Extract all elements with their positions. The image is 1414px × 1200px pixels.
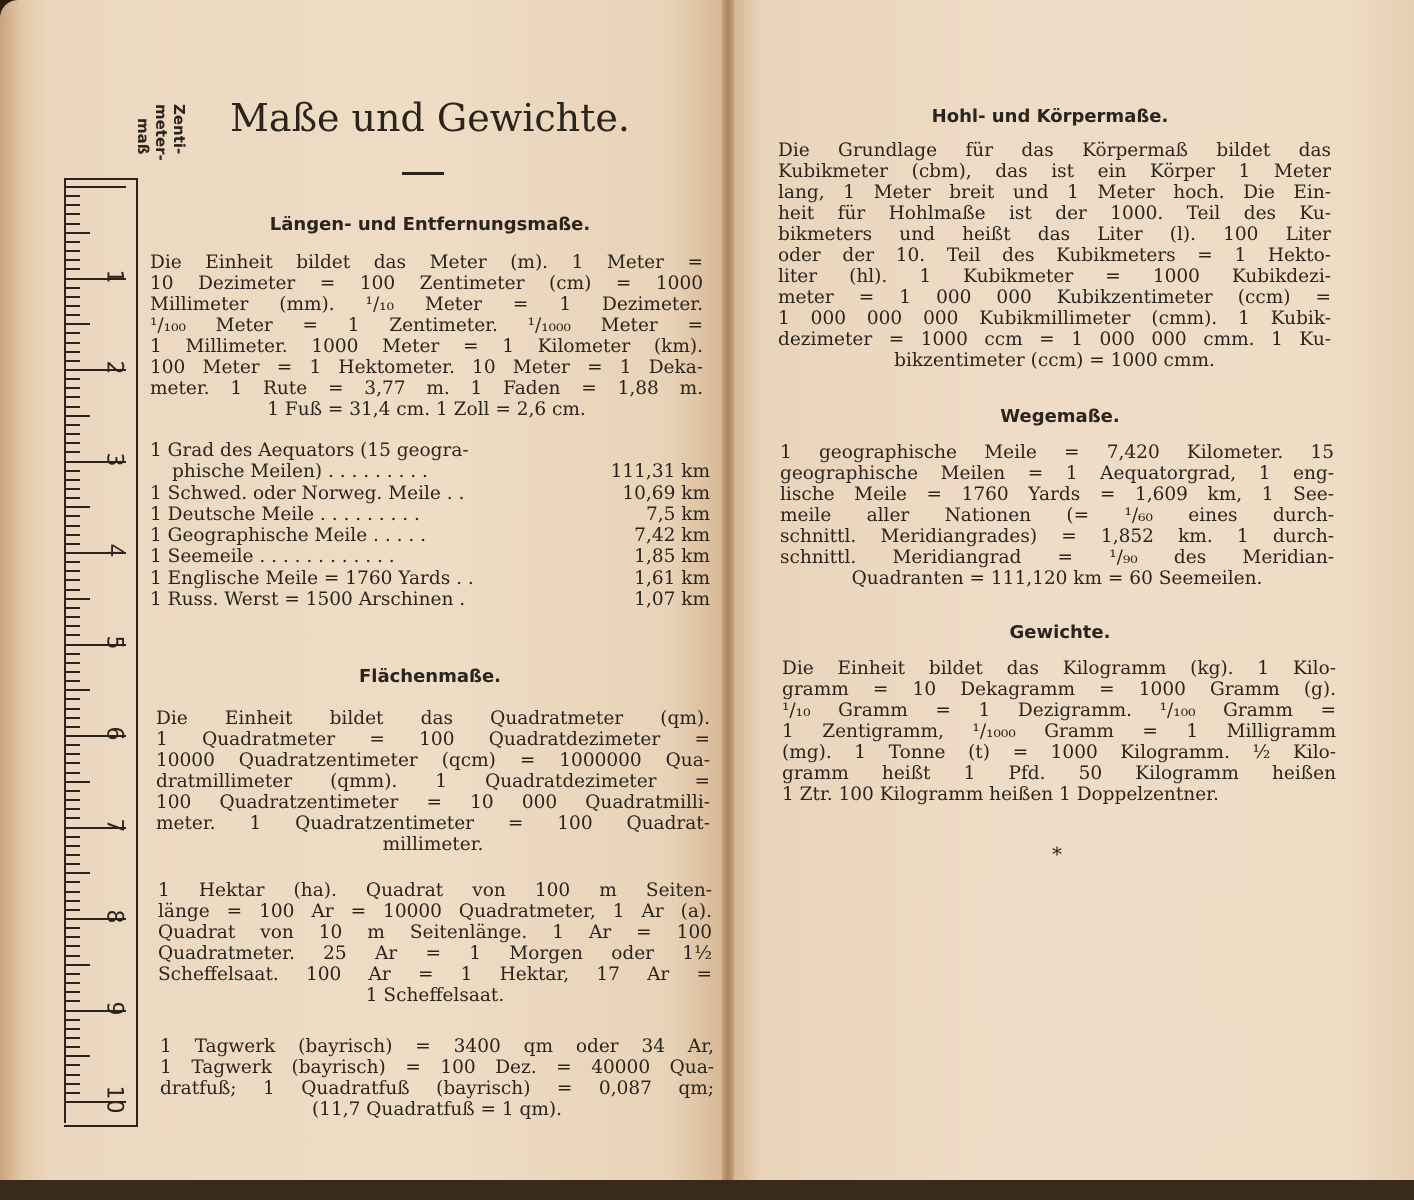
ruler-tick <box>64 424 80 426</box>
text-line: Kubikmeter (cbm), das ist ein Körper 1 Meter <box>778 161 1331 182</box>
text-line: (11,7 Quadratfuß = 1 qm). <box>311 1099 563 1120</box>
ruler-tick <box>64 570 80 572</box>
ruler-tick <box>64 845 80 847</box>
ruler-tick <box>64 790 80 792</box>
text-line: gramm = 10 Dekagramm = 1000 Gramm (g). <box>782 679 1336 700</box>
ruler-tick <box>64 781 90 783</box>
text-line: 1 Tagwerk (bayrisch) = 100 Dez. = 40000 Qua- <box>160 1057 714 1078</box>
ruler-tick <box>64 488 80 490</box>
text-line: 100 Quadratzentimeter = 10 000 Quadratmilli- <box>156 792 710 813</box>
ruler-tick <box>64 223 80 225</box>
ruler-tick <box>64 259 80 261</box>
row-label: 1 Schwed. oder Norweg. Meile . . <box>150 482 465 504</box>
ruler-tick <box>64 268 80 270</box>
ruler-tick <box>64 726 80 728</box>
table-row <box>150 568 710 589</box>
ruler-tick <box>64 543 80 545</box>
ruler-tick <box>64 698 80 700</box>
text-line: oder der 10. Teil des Kubikmeters = 1 Hekto- <box>778 245 1331 266</box>
text-line: Scheffelsaat. 100 Ar = 1 Hektar, 17 Ar = <box>158 964 712 985</box>
ruler-tick <box>64 451 80 453</box>
wege-paragraph <box>780 442 1334 589</box>
ruler-tick <box>64 753 80 755</box>
ruler-tick <box>64 717 80 719</box>
ruler-tick <box>64 1064 80 1066</box>
row-label: 1 Geographische Meile . . . . . <box>150 525 426 547</box>
row-label: 1 Russ. Werst = 1500 Arschinen . <box>150 589 466 611</box>
text-line: 1 Tagwerk (bayrisch) = 3400 qm oder 34 Ar, <box>160 1036 714 1057</box>
ruler-tick <box>64 1074 80 1076</box>
heading-flaechen: Flächenmaße. <box>358 666 501 687</box>
text-line: länge = 100 Ar = 10000 Quadratmeter, 1 Ar (a). <box>158 901 712 922</box>
ruler-tick <box>64 671 80 673</box>
row-label: 1 Seemeile . . . . . . . . . . . . <box>150 546 395 568</box>
heading-wege: Wegemaße. <box>1000 406 1120 427</box>
text-line: Quadranten = 111,120 km = 60 Seemeilen. <box>851 568 1263 589</box>
ruler-tick <box>64 799 80 801</box>
ruler-tick <box>64 195 80 197</box>
ruler-tick <box>64 1028 80 1030</box>
row-value: 1,85 km <box>634 546 710 568</box>
text-line: 1 Scheffelsaat. <box>365 985 505 1006</box>
ruler-number: 2 <box>101 360 127 375</box>
ruler-number: 1 <box>101 269 127 283</box>
end-ornament: * <box>1052 842 1062 866</box>
gewichte-paragraph <box>782 658 1336 805</box>
row-value: 10,69 km <box>622 482 710 504</box>
text-line: Quadratmeter. 25 Ar = 1 Morgen oder 1½ <box>158 943 712 964</box>
row-value: 111,31 km <box>610 461 710 483</box>
text-line: lang, 1 Meter breit und 1 Meter hoch. Die Ein- <box>778 182 1331 203</box>
text-line: (mg). 1 Tonne (t) = 1000 Kilogramm. ½ Kilo- <box>782 742 1336 763</box>
text-line: 1 Quadratmeter = 100 Quadratdezimeter = <box>156 729 710 750</box>
ruler-tick <box>64 1055 90 1057</box>
ruler-number: 8 <box>101 909 127 924</box>
table-row <box>150 440 710 461</box>
ruler-tick <box>64 936 80 938</box>
ruler-tick <box>64 982 80 984</box>
flaechen-paragraph-3 <box>160 1036 714 1120</box>
text-line: geographische Meilen = 1 Aequatorgrad, 1 eng- <box>780 463 1334 484</box>
ruler-tick <box>64 332 80 334</box>
ruler-tick <box>64 772 80 774</box>
row-value <box>598 440 710 461</box>
heading-hohl: Hohl- und Körpermaße. <box>931 106 1169 127</box>
text-line: Quadrat von 10 m Seitenlänge. 1 Ar = 100 <box>158 922 712 943</box>
ruler-tick <box>64 973 80 975</box>
ruler-tick <box>64 442 80 444</box>
row-label: phische Meilen) . . . . . . . . . <box>172 461 428 483</box>
ruler-tick <box>64 515 80 517</box>
row-value: 7,5 km <box>645 503 710 525</box>
book-bottom-edge <box>0 1180 1414 1200</box>
ruler-tick <box>64 250 80 252</box>
ruler-tick <box>64 1083 80 1085</box>
text-line: schnittl. Meridiangrad = ¹/₉₀ des Meridian- <box>780 547 1334 568</box>
ruler-tick <box>64 1000 80 1002</box>
hohl-paragraph <box>778 140 1331 371</box>
ruler-tick <box>64 1092 80 1094</box>
ruler-tick <box>64 213 80 215</box>
title-rule <box>402 172 444 175</box>
ruler-tick <box>64 909 80 911</box>
text-line: 1 Millimeter. 1000 Meter = 1 Kilometer (km). <box>150 336 703 357</box>
ruler-tick <box>64 186 126 188</box>
ruler-tick <box>64 287 80 289</box>
text-line: millimeter. <box>382 834 484 855</box>
text-line: 10000 Quadratzentimeter (qcm) = 1000000 Qua- <box>156 750 710 771</box>
ruler-tick <box>64 387 80 389</box>
ruler-tick <box>64 506 90 508</box>
ruler-tick <box>64 808 80 810</box>
ruler-tick <box>64 396 80 398</box>
ruler-tick <box>64 305 80 307</box>
ruler-tick <box>64 625 80 627</box>
text-line: 100 Meter = 1 Hektometer. 10 Meter = 1 Deka- <box>150 357 703 378</box>
text-line: ¹/₁₀ Gramm = 1 Dezigramm. ¹/₁₀₀ Gramm = <box>782 700 1336 721</box>
ruler-tick <box>64 891 80 893</box>
ruler-tick <box>64 836 80 838</box>
ruler-tick <box>64 360 80 362</box>
heading-laengen: Längen- und Entfernungsmaße. <box>269 214 591 235</box>
table-row <box>150 483 710 504</box>
table-row <box>150 589 710 610</box>
ruler-tick <box>64 296 80 298</box>
ruler-tick <box>64 634 80 636</box>
ruler-tick <box>64 406 80 408</box>
ruler-tick <box>64 241 80 243</box>
row-label: 1 Deutsche Meile . . . . . . . . . <box>150 503 420 525</box>
ruler-tick <box>64 653 80 655</box>
distance-table <box>150 440 710 610</box>
ruler-tick <box>64 708 80 710</box>
ruler-tick <box>64 854 80 856</box>
text-line: Die Grundlage für das Körpermaß bildet das <box>778 140 1331 161</box>
ruler-tick <box>64 433 80 435</box>
text-line: meter. 1 Quadratzentimeter = 100 Quadrat- <box>156 813 710 834</box>
ruler-number: 4 <box>101 543 127 558</box>
ruler-tick <box>64 232 90 234</box>
ruler-tick <box>64 680 80 682</box>
ruler-tick <box>64 927 80 929</box>
text-line: meile aller Nationen (= ¹/₆₀ eines durch- <box>780 505 1334 526</box>
ruler-caption-line-1: Zenti- <box>170 104 188 155</box>
text-line: Die Einheit bildet das Kilogramm (kg). 1 Kilo- <box>782 658 1336 679</box>
ruler-number: 5 <box>101 635 127 649</box>
ruler-tick <box>64 955 80 957</box>
text-line: liter (hl). 1 Kubikmeter = 1000 Kubikdezi- <box>778 266 1331 287</box>
text-line: 1 Hektar (ha). Quadrat von 100 m Seiten- <box>158 880 712 901</box>
row-value: 1,07 km <box>634 589 710 611</box>
text-line: dezimeter = 1000 ccm = 1 000 000 cmm. 1 Ku- <box>778 329 1331 350</box>
ruler-number: 3 <box>101 452 127 466</box>
laengen-paragraph <box>150 252 703 420</box>
text-line: 1 geographische Meile = 7,420 Kilometer. 15 <box>780 442 1334 463</box>
text-line: meter. 1 Rute = 3,77 m. 1 Faden = 1,88 m. <box>150 378 703 399</box>
ruler-tick <box>64 204 80 206</box>
ruler-number: 9 <box>101 1001 127 1015</box>
table-row <box>150 525 710 546</box>
ruler-tick <box>64 1037 80 1039</box>
ruler-tick <box>64 1046 80 1048</box>
text-line: heit für Hohlmaße ist der 1000. Teil des Ku- <box>778 203 1331 224</box>
page-title: Maße und Gewichte. <box>230 96 630 140</box>
text-line: 1 Fuß = 31,4 cm. 1 Zoll = 2,6 cm. <box>267 399 586 420</box>
row-value: 7,42 km <box>634 525 710 547</box>
ruler-tick <box>64 744 80 746</box>
table-row <box>150 461 710 482</box>
ruler-tick <box>64 314 80 316</box>
ruler-tick <box>64 872 90 874</box>
ruler-number: 7 <box>101 818 127 832</box>
ruler-number: 6 <box>101 726 127 741</box>
ruler-caption-line-2: meter- <box>152 104 170 161</box>
text-line: 1 Zentigramm, ¹/₁₀₀₀ Gramm = 1 Milligramm <box>782 721 1336 742</box>
ruler-tick <box>64 863 80 865</box>
text-line: Millimeter (mm). ¹/₁₀ Meter = 1 Dezimeter. <box>150 294 703 315</box>
ruler-tick <box>64 415 90 417</box>
flaechen-paragraph-1 <box>156 708 710 855</box>
ruler-tick <box>64 479 80 481</box>
ruler-tick <box>64 817 80 819</box>
ruler-tick <box>64 762 80 764</box>
text-line: meter = 1 000 000 Kubikzentimeter (ccm) = <box>778 287 1331 308</box>
ruler-tick <box>64 662 80 664</box>
text-line: lische Meile = 1760 Yards = 1,609 km, 1 See- <box>780 484 1334 505</box>
row-label: 1 Englische Meile = 1760 Yards . . <box>150 567 474 589</box>
text-line: 10 Dezimeter = 100 Zentimeter (cm) = 1000 <box>150 273 703 294</box>
table-row <box>150 504 710 525</box>
ruler-tick <box>64 881 80 883</box>
ruler-number: 10 <box>101 1085 127 1114</box>
ruler-tick <box>64 497 80 499</box>
ruler-tick <box>64 945 80 947</box>
row-label: 1 Grad des Aequators (15 geogra- <box>150 440 469 461</box>
ruler-tick <box>64 323 90 325</box>
ruler-tick <box>64 1019 80 1021</box>
ruler-tick <box>64 561 80 563</box>
text-line: gramm heißt 1 Pfd. 50 Kilogramm heißen <box>782 763 1336 784</box>
text-line: schnittl. Meridiangrades) = 1,852 km. 1 durch- <box>780 526 1334 547</box>
ruler-tick <box>64 991 80 993</box>
text-line: 1 000 000 000 Kubikmillimeter (cmm). 1 Kubik- <box>778 308 1331 329</box>
text-line: ¹/₁₀₀ Meter = 1 Zentimeter. ¹/₁₀₀₀ Meter = <box>150 315 703 336</box>
text-line: bikmeters und heißt das Liter (l). 100 Liter <box>778 224 1331 245</box>
text-line: dratfuß; 1 Quadratfuß (bayrisch) = 0,087 qm; <box>160 1078 714 1099</box>
ruler-tick <box>64 470 80 472</box>
ruler-tick <box>64 900 80 902</box>
text-line: Die Einheit bildet das Quadratmeter (qm). <box>156 708 710 729</box>
text-line: bikzentimeter (ccm) = 1000 cmm. <box>894 350 1215 371</box>
text-line: 1 Ztr. 100 Kilogramm heißen 1 Doppelzentner. <box>782 784 1219 805</box>
ruler-tick <box>64 579 80 581</box>
ruler-tick <box>64 689 90 691</box>
ruler-tick <box>64 607 80 609</box>
ruler-tick <box>64 534 80 536</box>
ruler-tick <box>64 598 90 600</box>
ruler-tick <box>64 378 80 380</box>
row-value: 1,61 km <box>634 567 710 589</box>
text-line: Die Einheit bildet das Meter (m). 1 Meter = <box>150 252 703 273</box>
flaechen-paragraph-2 <box>158 880 712 1006</box>
ruler-tick <box>64 351 80 353</box>
text-line: dratmillimeter (qmm). 1 Quadratdezimeter = <box>156 771 710 792</box>
ruler-tick <box>64 525 80 527</box>
book-gutter <box>722 0 734 1200</box>
ruler-tick <box>64 589 80 591</box>
table-row <box>150 546 710 567</box>
ruler-tick <box>64 964 90 966</box>
ruler-tick <box>64 616 80 618</box>
ruler-caption <box>58 100 188 170</box>
ruler-caption-line-3: maß <box>134 118 152 155</box>
heading-gewichte: Gewichte. <box>1009 622 1111 643</box>
ruler-tick <box>64 342 80 344</box>
